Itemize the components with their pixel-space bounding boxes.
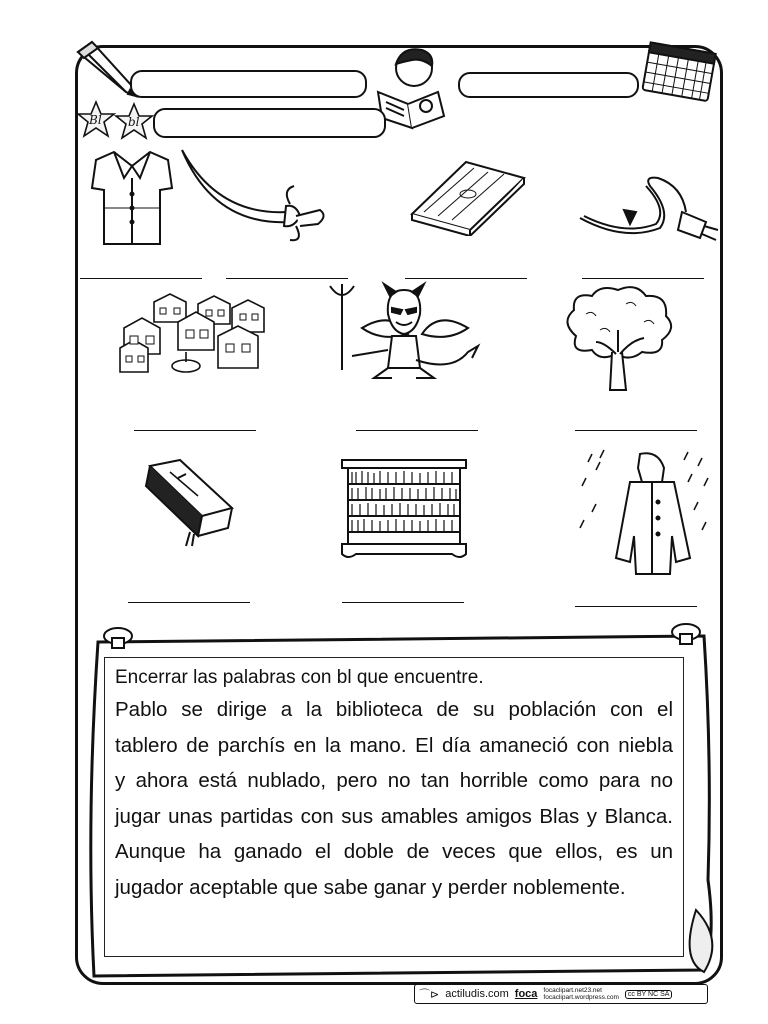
passage-line: Aunque ha ganado el doble de veces que ellos, es un	[115, 840, 673, 863]
saber-icon	[178, 146, 332, 246]
name-field[interactable]	[130, 70, 367, 98]
passage-line: jugar unas partidas con sus amables amigos Blas y Blanca.	[115, 804, 673, 828]
bible-icon	[140, 456, 238, 548]
exercise-text-box	[104, 657, 684, 957]
tree-icon	[556, 282, 680, 392]
answer-line[interactable]	[128, 602, 250, 603]
cc-license-icon: cc BY NC SA	[625, 990, 673, 999]
passage-line: y ahora está nublado, pero no tan horrible como para no	[115, 769, 673, 792]
answer-line[interactable]	[356, 430, 478, 431]
credit-foca: foca	[514, 988, 538, 1000]
answer-line[interactable]	[226, 278, 348, 279]
credit-sites	[543, 987, 619, 1001]
credit-site-2: focaclipart.wordpress.com	[543, 994, 619, 1001]
town-icon	[114, 292, 270, 378]
reading-passage	[115, 692, 673, 905]
answer-line[interactable]	[342, 602, 464, 603]
actiludis-logo-icon: ⌒⊳	[419, 989, 440, 1001]
passage-line: tablero de parchís en la mano. El día amaneció con niebla	[115, 733, 673, 757]
wood-board-icon	[408, 156, 528, 236]
passage-line: Pablo se dirige a la biblioteca de su población con el	[115, 698, 673, 721]
devil-icon	[322, 280, 484, 388]
answer-line[interactable]	[575, 430, 697, 431]
stars-badge-icon	[76, 100, 156, 140]
date-field[interactable]	[458, 72, 639, 98]
answer-line[interactable]	[405, 278, 527, 279]
cable-plug-icon	[574, 172, 726, 252]
raincoat-icon	[578, 448, 714, 578]
bookcase-icon	[340, 458, 468, 562]
credits-footer	[414, 984, 708, 1004]
calendar-icon	[640, 40, 720, 104]
star-label-1: Bl	[89, 113, 102, 127]
instruction-text: Encerrar las palabras con bl que encuentre.	[115, 667, 484, 688]
answer-line[interactable]	[80, 278, 202, 279]
passage-line: jugador aceptable que sabe ganar y perder noblemente.	[115, 875, 626, 899]
star-label-2: bl	[128, 115, 140, 129]
credit-site-1: focaclipart.net23.net	[543, 987, 602, 994]
blouse-icon	[88, 148, 176, 250]
answer-line[interactable]	[134, 430, 256, 431]
answer-line[interactable]	[575, 606, 697, 607]
group-field[interactable]	[153, 108, 386, 138]
credit-actiludis: actiludis.com	[445, 988, 509, 1000]
answer-line[interactable]	[582, 278, 704, 279]
